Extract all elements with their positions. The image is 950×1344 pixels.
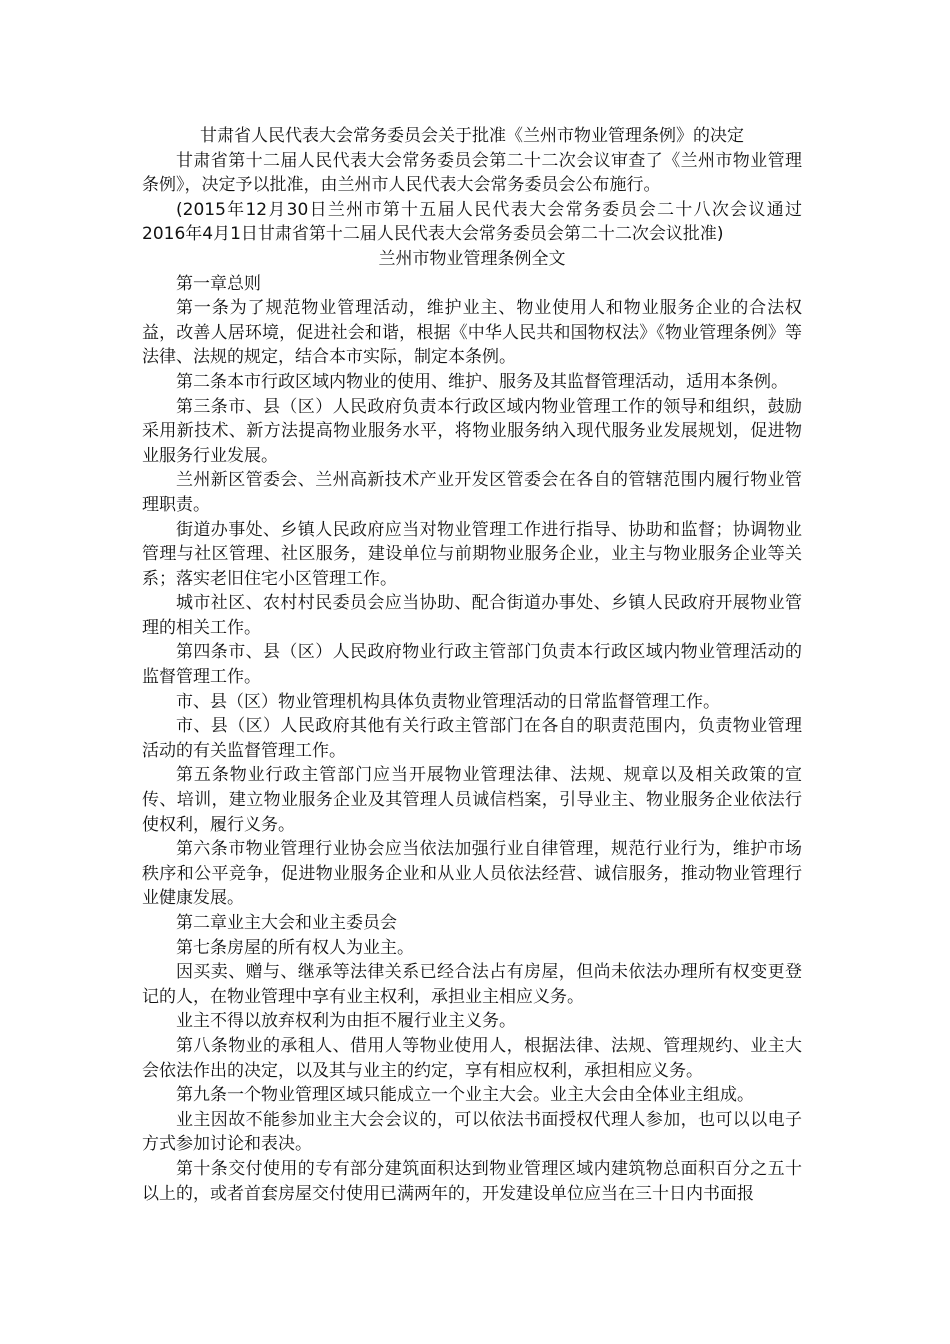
article-paragraph: 业主因故不能参加业主大会会议的，可以依法书面授权代理人参加，也可以以电子方式参加讨论和表决。 bbox=[142, 1109, 802, 1155]
document-title: 甘肃省人民代表大会常务委员会关于批准《兰州市物业管理条例》的决定 bbox=[200, 126, 744, 146]
article-paragraph: 市、县（区）人民政府其他有关行政主管部门在各自的职责范围内，负责物业管理活动的有关监督管理工作。 bbox=[142, 716, 802, 761]
intro-paragraph: (2015年12月30日兰州市第十五届人民代表大会常务委员会二十八次会议通过2016年4月1日甘肃省第十二届人民代表大会常务委员会第二十二次会议批准) bbox=[142, 199, 802, 245]
article-paragraph: 城市社区、农村村民委员会应当协助、配合街道办事处、乡镇人民政府开展物业管理的相关工作。 bbox=[142, 593, 802, 638]
article-paragraph: 第四条市、县（区）人民政府物业行政主管部门负责本行政区域内物业管理活动的监督管理工作。 bbox=[142, 642, 802, 688]
article-paragraph: 第一条为了规范物业管理活动，维护业主、物业使用人和物业服务企业的合法权益，改善人居环境，促进社会和谐，根据《中华人民共和国物权法》《物业管理条例》等法律、法规的规定，结合本市实际，制定本条例。 bbox=[142, 298, 802, 368]
article-paragraph: 第三条市、县（区）人民政府负责本行政区域内物业管理工作的领导和组织，鼓励采用新技术、新方法提高物业服务水平，将物业服务纳入现代服务业发展规划，促进物业服务行业发展。 bbox=[142, 396, 802, 466]
article-paragraph: 第七条房屋的所有权人为业主。 bbox=[176, 937, 414, 958]
chapter-heading: 第一章总则 bbox=[176, 273, 261, 294]
article-paragraph: 兰州新区管委会、兰州高新技术产业开发区管委会在各自的管辖范围内履行物业管理职责。 bbox=[142, 470, 802, 515]
article-paragraph: 第十条交付使用的专有部分建筑面积达到物业管理区域内建筑物总面积百分之五十以上的，或者首套房屋交付使用已满两年的，开发建设单位应当在三十日内书面报 bbox=[142, 1158, 802, 1204]
article-paragraph: 第六条市物业管理行业协会应当依法加强行业自律管理，规范行业行为，维护市场秩序和公平竞争，促进物业服务企业和从业人员依法经营、诚信服务，推动物业管理行业健康发展。 bbox=[142, 839, 802, 909]
article-paragraph: 第二条本市行政区域内物业的使用、维护、服务及其监督管理活动，适用本条例。 bbox=[176, 371, 788, 392]
document-body bbox=[142, 124, 802, 1206]
article-paragraph: 因买卖、赠与、继承等法律关系已经合法占有房屋，但尚未依法办理所有权变更登记的人，在物业管理中享有业主权利，承担业主相应义务。 bbox=[142, 962, 802, 1007]
article-paragraph: 第八条物业的承租人、借用人等物业使用人，根据法律、法规、管理规约、业主大会依法作出的决定，以及其与业主的约定，享有相应权利，承担相应义务。 bbox=[142, 1035, 802, 1081]
article-paragraph: 第五条物业行政主管部门应当开展物业管理法律、法规、规章以及相关政策的宣传、培训，建立物业服务企业及其管理人员诚信档案，引导业主、物业服务企业依法行使权利，履行义务。 bbox=[142, 765, 802, 835]
document-subtitle: 兰州市物业管理条例全文 bbox=[378, 248, 566, 269]
article-paragraph: 第九条一个物业管理区域只能成立一个业主大会。业主大会由全体业主组成。 bbox=[176, 1085, 754, 1106]
article-paragraph: 街道办事处、乡镇人民政府应当对物业管理工作进行指导、协助和监督；协调物业管理与社区管理、社区服务，建设单位与前期物业服务企业，业主与物业服务企业等关系；落实老旧住宅小区管理工作。 bbox=[142, 519, 802, 589]
article-paragraph: 市、县（区）物业管理机构具体负责物业管理活动的日常监督管理工作。 bbox=[176, 691, 720, 712]
chapter-heading: 第二章业主大会和业主委员会 bbox=[176, 913, 397, 933]
intro-paragraph: 甘肃省第十二届人民代表大会常务委员会第二十二次会议审查了《兰州市物业管理条例》，决定予以批准，由兰州市人民代表大会常务委员会公布施行。 bbox=[142, 150, 802, 196]
article-paragraph: 业主不得以放弃权利为由拒不履行业主义务。 bbox=[176, 1011, 516, 1032]
